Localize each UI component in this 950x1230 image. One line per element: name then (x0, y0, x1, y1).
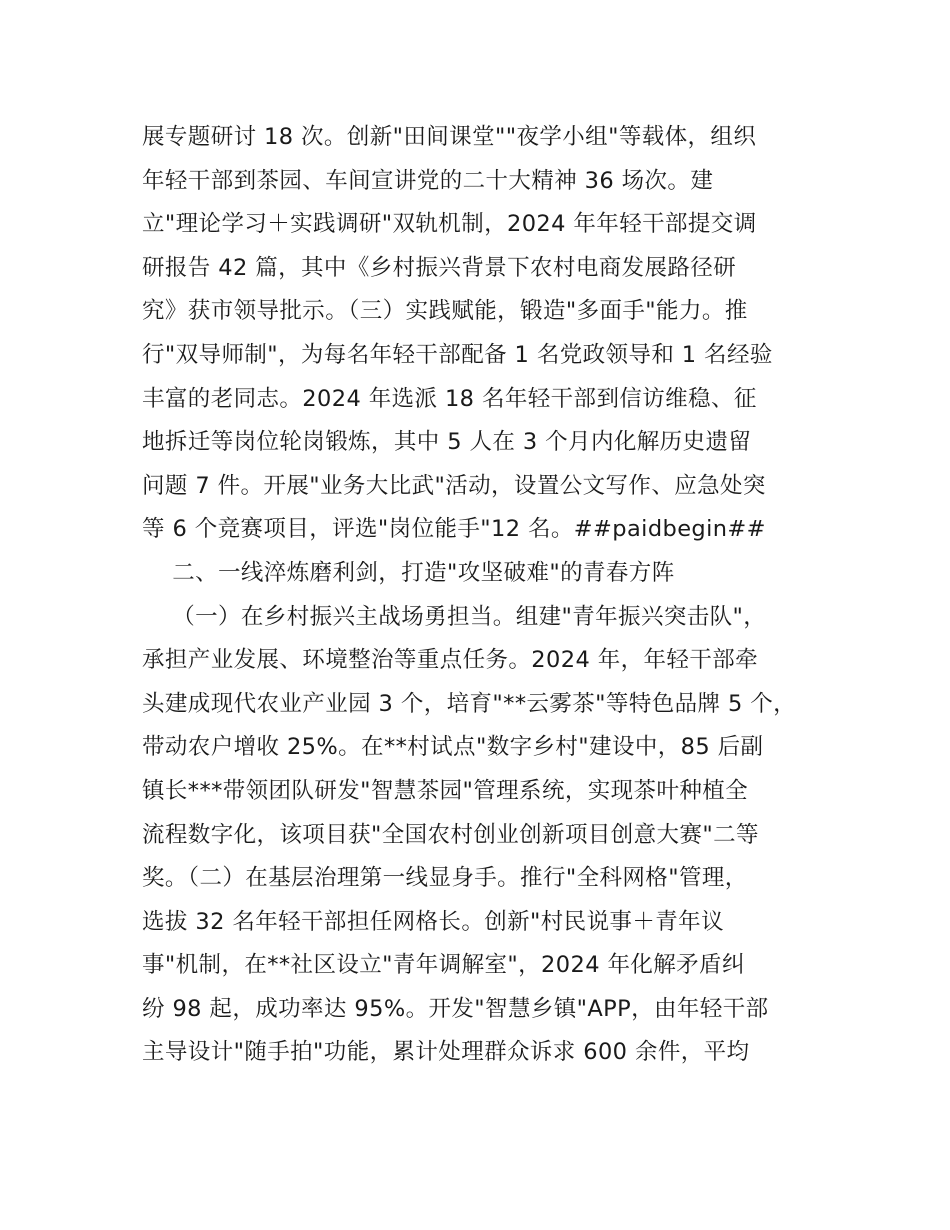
text-line: 丰富的老同志。2024 年选派 18 名年轻干部到信访维稳、征 (142, 385, 757, 412)
text-line: （一）在乡村振兴主战场勇担当。组建"青年振兴突击队"， (142, 603, 767, 630)
text-line: 纷 98 起，成功率达 95%。开发"智慧乡镇"APP，由年轻干部 (142, 995, 769, 1022)
section-heading: 二、一线淬炼磨利剑，打造"攻坚破难"的青春方阵 (142, 559, 675, 586)
text-line: 研报告 42 篇，其中《乡村振兴背景下农村电商发展路径研 (142, 254, 737, 281)
text-line: 究》获市领导批示。（三）实践赋能，锻造"多面手"能力。推 (142, 298, 748, 325)
text-line: 地拆迁等岗位轮岗锻炼，其中 5 人在 3 个月内化解历史遗留 (142, 429, 752, 456)
text-line: 流程数字化，该项目获"全国农村创业创新项目创意大赛"二等 (142, 821, 759, 848)
text-line: 承担产业发展、环境整治等重点任务。2024 年，年轻干部牵 (142, 647, 759, 674)
text-line: 立"理论学习＋实践调研"双轨机制，2024 年年轻干部提交调 (142, 211, 757, 238)
text-line: 头建成现代农业产业园 3 个，培育"**云雾茶"等特色品牌 5 个， (142, 690, 797, 717)
text-line: 问题 7 件。开展"业务大比武"活动，设置公文写作、应急处突 (142, 472, 766, 499)
text-line: 年轻干部到茶园、车间宣讲党的二十大精神 36 场次。建 (142, 167, 714, 194)
text-line: 选拔 32 名年轻干部担任网格长。创新"村民说事＋青年议 (142, 908, 724, 935)
text-line: 展专题研讨 18 次。创新"田间课堂""夜学小组"等载体，组织 (142, 124, 757, 150)
text-line: 带动农户增收 25%。在**村试点"数字乡村"建设中，85 后副 (142, 734, 764, 761)
text-line: 行"双导师制"，为每名年轻干部配备 1 名党政领导和 1 名经验 (142, 341, 773, 368)
document-body (142, 116, 842, 1075)
text-line: 镇长***带领团队研发"智慧茶园"管理系统，实现茶叶种植全 (142, 777, 749, 804)
text-line: 事"机制，在**社区设立"青年调解室"，2024 年化解矛盾纠 (142, 952, 745, 979)
text-line: 奖。（二）在基层治理第一线显身手。推行"全科网格"管理， (142, 865, 748, 892)
text-line: 等 6 个竞赛项目，评选"岗位能手"12 名。##paidbegin## (142, 516, 766, 543)
text-line: 主导设计"随手拍"功能，累计处理群众诉求 600 余件，平均 (142, 1039, 750, 1066)
